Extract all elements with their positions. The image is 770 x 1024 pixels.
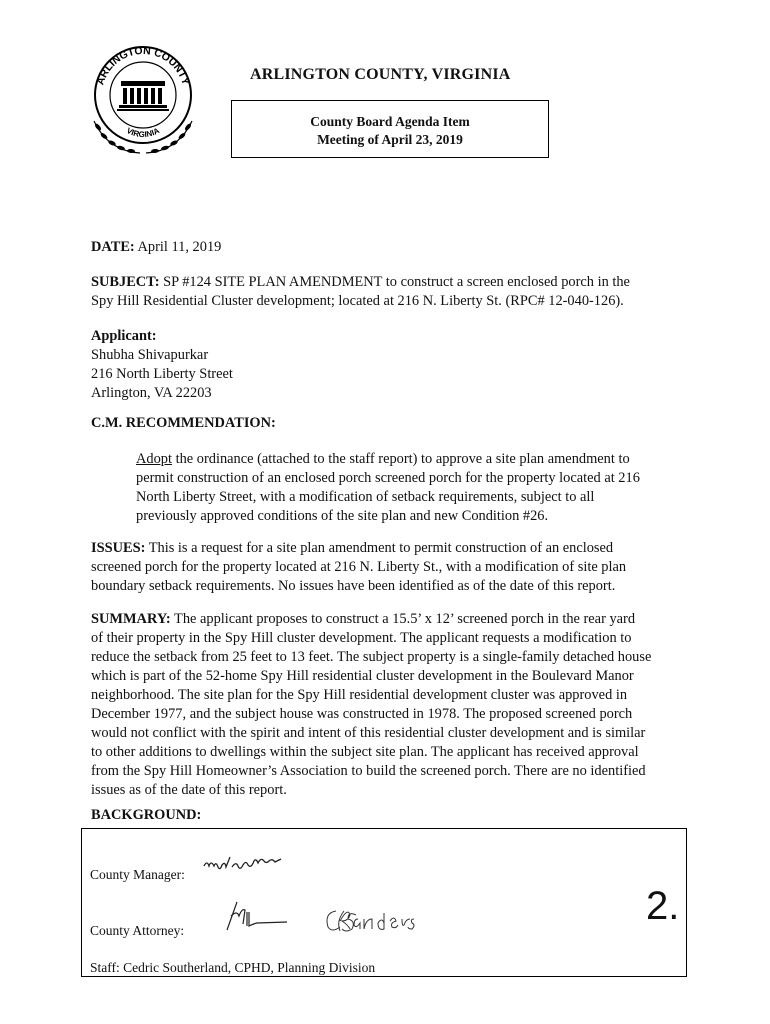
issues-section <box>91 539 691 596</box>
summary-line: which is part of the 52-home Spy Hill residential cluster development in the Boulevard Manor <box>91 668 634 684</box>
county-attorney-label: County Attorney: <box>90 923 185 938</box>
summary-line: from the Spy Hill Homeowner’s Association to build the screened porch. There are no identified <box>91 763 646 779</box>
county-manager-signature <box>200 852 300 876</box>
agenda-item-box <box>231 100 549 158</box>
summary-line: neighborhood. The site plan for the Spy Hill residential development cluster was approved in <box>91 687 628 703</box>
date-value: April 11, 2019 <box>137 239 222 255</box>
date-line <box>91 238 691 257</box>
recommendation-body <box>136 450 676 526</box>
summary-line: issues as of the date of this report. <box>91 782 287 798</box>
summary-line: reduce the setback from 25 feet to 13 feet. The subject property is a single-family detached house <box>91 649 652 665</box>
county-manager-label: County Manager: <box>90 867 185 882</box>
recommendation-verb: Adopt <box>136 451 172 467</box>
recommendation-line: permit construction of an enclosed porch screened porch for the property located at 216 <box>136 470 640 486</box>
summary-line: The applicant proposes to construct a 15.5’ x 12’ screened porch in the rear yard <box>170 611 636 627</box>
svg-text:ARLINGTON COUNTY: ARLINGTON COUNTY <box>94 44 192 87</box>
summary-label: SUMMARY: <box>91 611 171 627</box>
summary-section <box>91 610 691 800</box>
recommendation-line: the ordinance (attached to the staff report) to approve a site plan amendment to <box>171 451 630 467</box>
subject-section <box>91 273 691 311</box>
summary-line: to other additions to dwellings within the subject site plan. The applicant has received approval <box>91 744 639 760</box>
subject-line: Spy Hill Residential Cluster development; located at 216 N. Liberty St. (RPC# 12-040-126). <box>91 293 624 309</box>
recommendation-line: North Liberty Street, with a modification of setback requirements, subject to all <box>136 489 595 505</box>
applicant-label: Applicant: <box>91 328 157 344</box>
recommendation-label: C.M. RECOMMENDATION: <box>91 415 276 431</box>
background-label: BACKGROUND: <box>91 807 202 823</box>
agenda-item-label: County Board Agenda Item <box>310 114 470 129</box>
county-attorney-initials <box>215 896 295 936</box>
date-label: DATE: <box>91 239 135 255</box>
page-title: ARLINGTON COUNTY, VIRGINIA <box>250 66 511 83</box>
applicant-section <box>91 327 691 403</box>
issues-line: This is a request for a site plan amendment to permit construction of an enclosed <box>145 540 614 556</box>
svg-text:VIRGINIA: VIRGINIA <box>125 126 161 140</box>
issues-line: screened porch for the property located at 216 N. Liberty St., with a modification of site plan <box>91 559 627 575</box>
staff-contact: Staff: Cedric Southerland, CPHD, Planning Division <box>90 960 376 975</box>
issues-label: ISSUES: <box>91 540 146 556</box>
agenda-item-number: 2. <box>646 884 680 928</box>
subject-label: SUBJECT: <box>91 274 160 290</box>
applicant-name: Shubha Shivapurkar <box>91 347 209 363</box>
subject-line: SP #124 SITE PLAN AMENDMENT to construct a screen enclosed porch in the <box>163 274 630 290</box>
applicant-city: Arlington, VA 22203 <box>91 385 212 401</box>
recommendation-line: previously approved conditions of the site plan and new Condition #26. <box>136 508 549 524</box>
applicant-street: 216 North Liberty Street <box>91 366 233 382</box>
issues-line: boundary setback requirements. No issues have been identified as of the date of this report. <box>91 578 616 594</box>
county-seal-logo <box>88 43 198 161</box>
meeting-date: Meeting of April 23, 2019 <box>317 132 463 147</box>
summary-line: of their property in the Spy Hill cluster development. The applicant requests a modification to <box>91 630 632 646</box>
summary-line: December 1977, and the subject house was constructed in 1978. The proposed screened porch <box>91 706 633 722</box>
summary-line: would not conflict with the spirit and intent of this residential cluster development and is similar <box>91 725 646 741</box>
staff-signature <box>322 903 442 937</box>
